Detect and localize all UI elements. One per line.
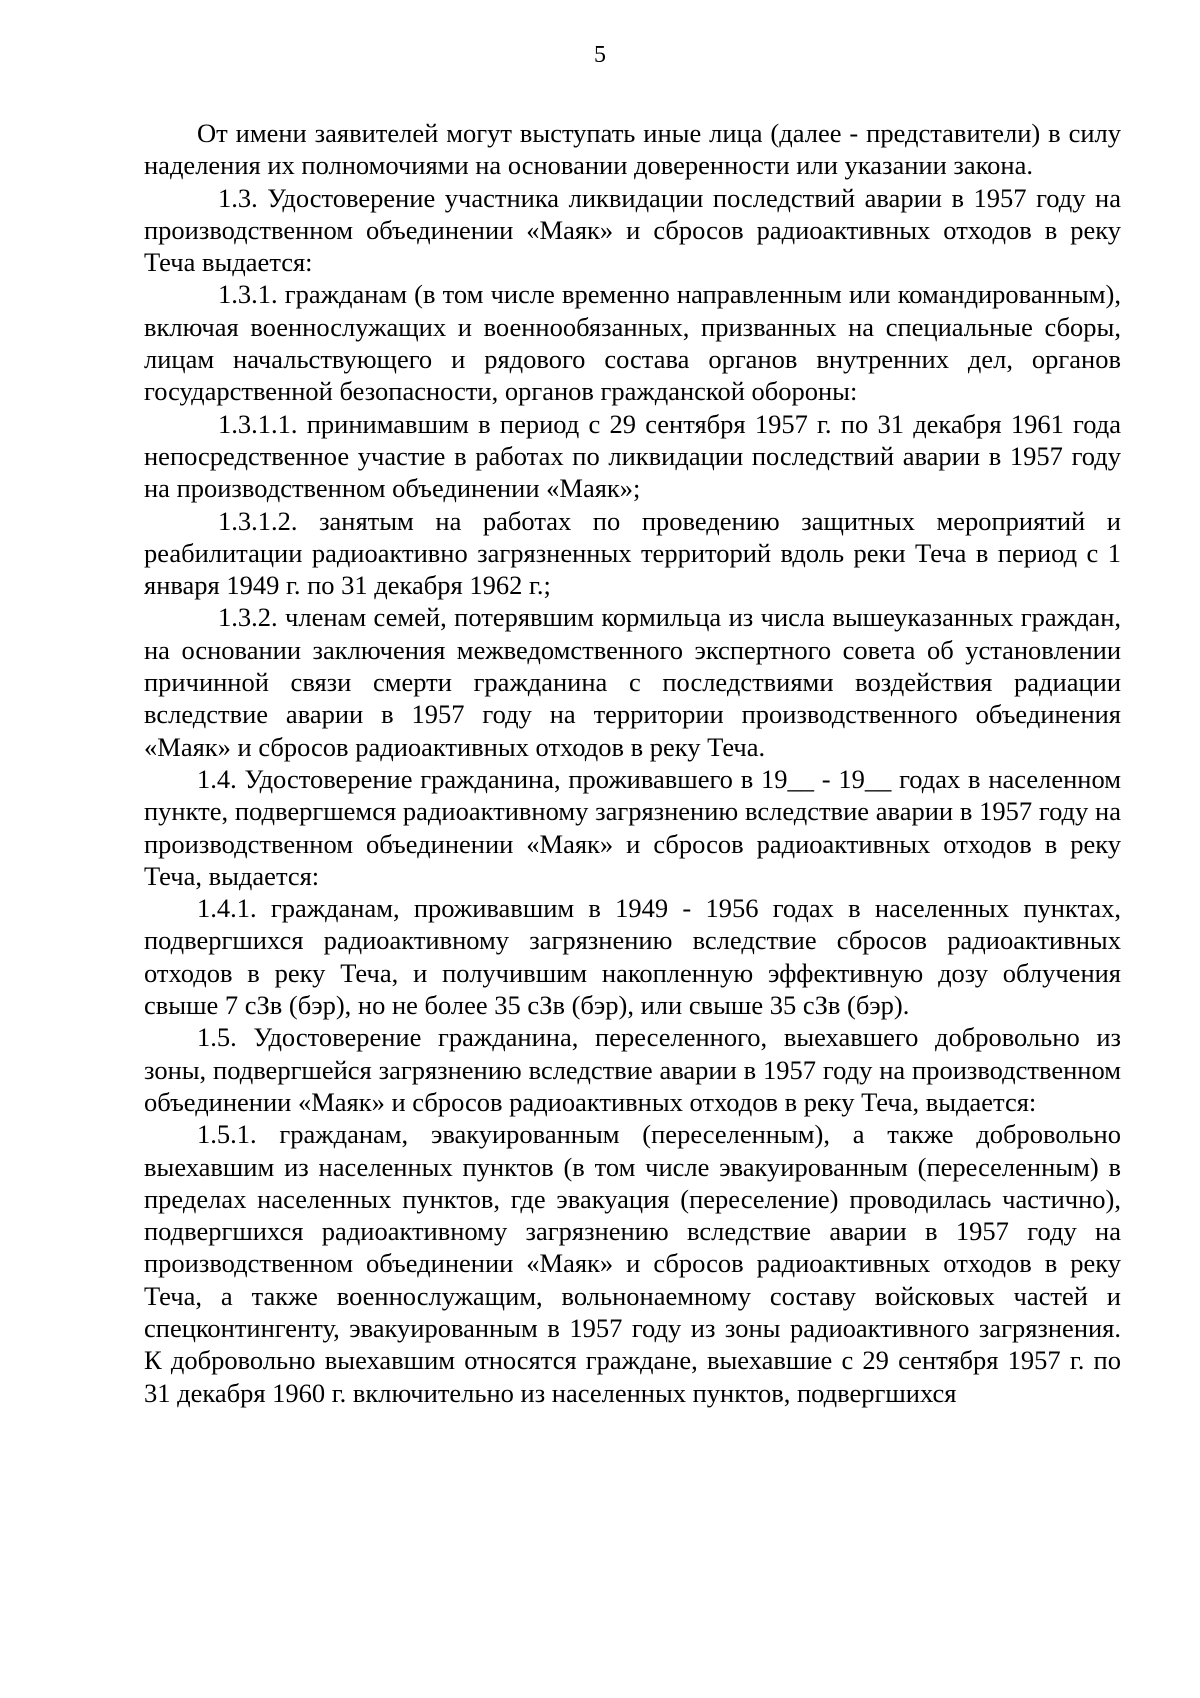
paragraph-1-5: 1.5. Удостоверение гражданина, переселенного, выехавшего добровольно из зоны, подвергшейся загрязнению вследствие аварии в 1957 году на производственном объединении «Маяк» и сбросов радиоактивных отходов в реку Теча, выдается: [144, 1022, 1121, 1117]
paragraph-1-3-1-1: 1.3.1.1. принимавшим в период с 29 сентября 1957 г. по 31 декабря 1961 года непосредственное участие в работах по ликвидации последствий аварии в 1957 году на производственном объединении «Маяк»; [144, 408, 1121, 504]
paragraph-1-3-2: 1.3.2. членам семей, потерявшим кормильца из числа вышеуказанных граждан, на основании заключения межведомственного экспертного совета об установлении причинной связи смерти гражданина с последствиями воздействия радиации вследствие аварии в 1957 году на территории производственного объединения «Маяк» и сбросов радиоактивных отходов в реку Теча. [144, 602, 1121, 762]
paragraph-1-3-1-2: 1.3.1.2. занятым на работах по проведению защитных мероприятий и реабилитации радиоактивно загрязненных территорий вдоль реки Теча в период с 1 января 1949 г. по 31 декабря 1962 г.; [144, 505, 1121, 601]
paragraph-1-4: 1.4. Удостоверение гражданина, проживавшего в 19__ - 19__ годах в населенном пункте, подвергшемся радиоактивному загрязнению вследствие аварии в 1957 году на производственном объединении «Маяк» и сбросов радиоактивных отходов в реку Теча, выдается: [144, 763, 1121, 891]
paragraph-representatives: От имени заявителей могут выступать иные лица (далее - представители) в силу наделения их полномочиями на основании доверенности или указании закона. [144, 118, 1121, 181]
paragraph-1-3-1: 1.3.1. гражданам (в том числе временно направленным или командированным), включая военнослужащих и военнообязанных, призванных на специальные сборы, лицам начальствующего и рядового состава органов внутренних дел, органов государственной безопасности, органов гражданской обороны: [144, 279, 1121, 407]
paragraph-1-5-1: 1.5.1. гражданам, эвакуированным (переселенным), а также добровольно выехавшим из населенных пунктов (в том числе эвакуированным (переселенным) в пределах населенных пунктов, где эвакуация (переселение) проводилась частично), подвергшихся радиоактивному загрязнению вследствие аварии в 1957 году на производственном объединении «Маяк» и сбросов радиоактивных отходов в реку Теча, а также военнослужащим, вольнонаемному составу войсковых частей и спецконтингенту, эвакуированным в 1957 году из зоны радиоактивного загрязнения. К добровольно выехавшим относятся граждане, выехавшие с 29 сентября 1957 г. по 31 декабря 1960 г. включительно из населенных пунктов, подвергшихся [144, 1119, 1121, 1408]
paragraph-1-4-1: 1.4.1. гражданам, проживавшим в 1949 - 1956 годах в населенных пунктах, подвергшихся радиоактивному загрязнению вследствие сбросов радиоактивных отходов в реку Теча, и получившим накопленную эффективную дозу облучения свыше 7 сЗв (бэр), но не более 35 сЗв (бэр), или свыше 35 сЗв (бэр). [144, 893, 1121, 1021]
paragraph-1-3: 1.3. Удостоверение участника ликвидации последствий аварии в 1957 году на производственном объединении «Маяк» и сбросов радиоактивных отходов в реку Теча выдается: [144, 182, 1121, 278]
document-body [144, 117, 1121, 1409]
page-number: 5 [594, 42, 606, 68]
